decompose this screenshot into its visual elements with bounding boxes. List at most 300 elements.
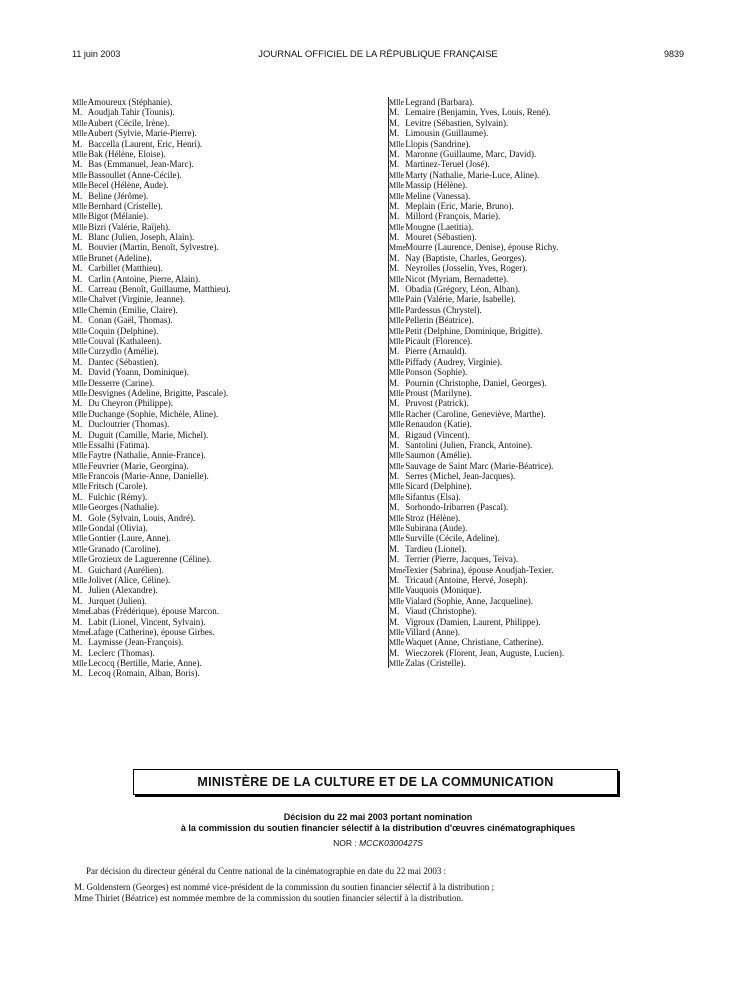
honorific: Mme bbox=[72, 607, 89, 617]
list-item bbox=[72, 637, 372, 647]
person-name: Francois (Marie-Anne, Danielle). bbox=[88, 471, 209, 482]
list-item bbox=[389, 201, 689, 211]
list-item bbox=[72, 170, 372, 180]
person-name: Guichard (Aurélien). bbox=[88, 564, 164, 575]
list-item bbox=[389, 596, 689, 606]
list-item bbox=[389, 211, 689, 221]
list-item bbox=[72, 305, 372, 315]
list-item bbox=[389, 409, 689, 419]
person-name: Pain (Valérie, Marie, Isabelle). bbox=[405, 294, 516, 305]
decision-title-line1: Décision du 22 mai 2003 portant nomination bbox=[283, 812, 473, 822]
list-item bbox=[72, 201, 372, 211]
nor-reference bbox=[72, 838, 684, 848]
person-name: Carlin (Antoine, Pierre, Alain). bbox=[88, 273, 201, 284]
honorific: M. bbox=[72, 263, 83, 274]
honorific: Mlle bbox=[72, 170, 88, 180]
list-item bbox=[389, 139, 689, 149]
list-item bbox=[389, 118, 689, 128]
person-name: Dantec (Sébastien). bbox=[88, 356, 159, 367]
list-item bbox=[389, 481, 689, 491]
person-name: Limousin (Guillaume). bbox=[405, 128, 489, 139]
person-name: Leclerc (Thomas). bbox=[88, 647, 155, 658]
honorific: Mlle bbox=[72, 326, 88, 336]
honorific: Mlle bbox=[389, 139, 405, 149]
list-item bbox=[72, 263, 372, 273]
honorific: Mlle bbox=[72, 222, 88, 232]
person-name: Aubert (Sylvie, Marie-Pierre). bbox=[87, 128, 197, 139]
person-name: Chemin (Emilie, Claire). bbox=[88, 304, 178, 315]
honorific: Mlle bbox=[389, 336, 405, 346]
honorific: M. bbox=[72, 429, 83, 440]
list-item bbox=[389, 617, 689, 627]
person-name: Maronne (Guillaume, Marc, David). bbox=[405, 148, 537, 159]
honorific: Mme bbox=[72, 627, 89, 637]
honorific: Mme bbox=[389, 243, 406, 253]
list-item bbox=[72, 118, 372, 128]
honorific: M. bbox=[72, 190, 83, 201]
person-name: Neyrolles (Josselin, Yves, Roger). bbox=[405, 263, 528, 274]
honorific: Mlle bbox=[389, 451, 405, 461]
honorific: M. bbox=[72, 398, 83, 409]
person-name: Laymisse (Jean-François). bbox=[88, 637, 184, 648]
honorific: Mlle bbox=[389, 316, 405, 326]
person-name: Racher (Caroline, Geneviève, Marthe). bbox=[405, 408, 546, 419]
list-item bbox=[389, 263, 689, 273]
person-name: Levitre (Sébastien, Sylvain). bbox=[405, 117, 509, 128]
list-item bbox=[72, 565, 372, 575]
person-name: Llopis (Sandrine). bbox=[405, 138, 471, 149]
person-name: Gondal (Olivia). bbox=[88, 523, 148, 534]
list-item bbox=[72, 336, 372, 346]
person-name: Essalhi (Fatima). bbox=[88, 439, 150, 450]
list-item bbox=[389, 533, 689, 543]
person-name: Desserre (Carine). bbox=[88, 377, 155, 388]
list-item bbox=[72, 596, 372, 606]
list-item bbox=[72, 222, 372, 232]
person-name: Meplain (Eric, Marie, Bruno). bbox=[405, 200, 514, 211]
person-name: Terrier (Pierre, Jacques, Teiva). bbox=[405, 554, 519, 565]
list-item bbox=[389, 450, 689, 460]
decision-intro: Par décision du directeur général du Centre national de la cinématographie en date du 22 mai 2003 : bbox=[86, 866, 447, 876]
honorific: Mlle bbox=[389, 482, 405, 492]
honorific: Mlle bbox=[72, 98, 88, 107]
honorific: Mlle bbox=[72, 472, 88, 482]
honorific: Mlle bbox=[389, 295, 405, 305]
person-name: Wieczorek (Florent, Jean, Auguste, Lucien). bbox=[405, 647, 565, 658]
list-item bbox=[72, 284, 372, 294]
list-item bbox=[389, 554, 689, 564]
honorific: Mlle bbox=[72, 378, 88, 388]
person-name: Picault (Florence). bbox=[405, 335, 473, 346]
list-item bbox=[72, 128, 372, 138]
list-item bbox=[389, 128, 689, 138]
honorific: M. bbox=[72, 616, 83, 627]
person-name: Renaudon (Katie). bbox=[405, 419, 472, 430]
person-name: David (Yoann, Dominique). bbox=[88, 367, 189, 378]
person-name: Aubert (Cécile, Irène). bbox=[87, 117, 170, 128]
honorific: Mlle bbox=[72, 149, 88, 159]
honorific: Mlle bbox=[72, 118, 88, 128]
person-name: Zalas (Cristelle). bbox=[405, 658, 466, 669]
honorific: M. bbox=[389, 284, 400, 295]
person-name: Surville (Cécile, Adeline). bbox=[405, 533, 500, 544]
list-item bbox=[72, 180, 372, 190]
honorific: Mlle bbox=[72, 659, 88, 669]
honorific: M. bbox=[72, 356, 83, 367]
person-name: Carbillet (Matthieu). bbox=[88, 263, 163, 274]
list-item bbox=[389, 419, 689, 429]
honorific: Mlle bbox=[72, 440, 88, 450]
honorific: Mlle bbox=[389, 181, 405, 191]
list-item bbox=[72, 315, 372, 325]
honorific: Mlle bbox=[72, 534, 88, 544]
honorific: Mlle bbox=[72, 482, 88, 492]
honorific: M. bbox=[72, 491, 83, 502]
list-item bbox=[389, 606, 689, 616]
honorific: M. bbox=[389, 159, 400, 170]
honorific: Mlle bbox=[389, 420, 405, 430]
person-name: Pardessus (Chrystel). bbox=[405, 304, 482, 315]
list-item bbox=[72, 139, 372, 149]
honorific: Mlle bbox=[72, 347, 88, 357]
list-item bbox=[72, 159, 372, 169]
honorific: M. bbox=[72, 585, 83, 596]
person-name: Proust (Marilyne). bbox=[405, 387, 472, 398]
list-item bbox=[389, 430, 689, 440]
person-name: Gole (Sylvain, Louis, André). bbox=[88, 512, 196, 523]
list-item bbox=[72, 461, 372, 471]
honorific: Mlle bbox=[389, 596, 405, 606]
person-name: Du Cheyron (Philippe). bbox=[88, 398, 173, 409]
honorific: Mlle bbox=[389, 534, 405, 544]
honorific: Mlle bbox=[72, 253, 88, 263]
person-name: Bassoullet (Anne-Cécile). bbox=[88, 169, 182, 180]
list-item bbox=[389, 294, 689, 304]
page-number: 9839 bbox=[663, 49, 684, 59]
person-name: Duguit (Camille, Marie, Michel). bbox=[88, 429, 209, 440]
person-name: Tardieu (Lionel). bbox=[405, 543, 467, 554]
person-name: Duchange (Sophie, Michèle, Aline). bbox=[88, 408, 219, 419]
person-name: Bas (Emmanuel, Jean-Marc). bbox=[88, 159, 194, 170]
honorific: Mlle bbox=[389, 586, 405, 596]
list-item bbox=[389, 107, 689, 117]
person-name: Baccella (Laurent, Eric, Henri). bbox=[88, 138, 203, 149]
honorific: M. bbox=[389, 439, 400, 450]
person-name: Jurquet (Julien). bbox=[88, 595, 147, 606]
person-name: Feuvrier (Marie, Georgina). bbox=[88, 460, 189, 471]
person-name: Ponson (Sophie). bbox=[405, 367, 468, 378]
person-name: Bouvier (Martin, Benoît, Sylvestre). bbox=[88, 242, 219, 253]
person-name: Bigot (Mélanie). bbox=[88, 211, 149, 222]
list-item bbox=[72, 294, 372, 304]
honorific: Mlle bbox=[389, 513, 405, 523]
honorific: M. bbox=[72, 315, 83, 326]
honorific: M. bbox=[389, 616, 400, 627]
nor-label: NOR : bbox=[333, 838, 357, 848]
person-name: Rigaud (Vincent). bbox=[405, 429, 470, 440]
person-name: Massip (Hélène). bbox=[405, 180, 468, 191]
decision-title bbox=[72, 812, 684, 834]
honorific: Mlle bbox=[72, 181, 88, 191]
honorific: M. bbox=[389, 429, 400, 440]
honorific: Mlle bbox=[72, 295, 88, 305]
list-item bbox=[389, 585, 689, 595]
list-item bbox=[389, 180, 689, 190]
person-name: Serres (Michel, Jean-Jacques). bbox=[405, 471, 516, 482]
honorific: Mlle bbox=[72, 388, 88, 398]
person-name: Desvignes (Adeline, Brigitte, Pascale). bbox=[88, 387, 229, 398]
honorific: Mlle bbox=[389, 305, 405, 315]
honorific: M. bbox=[389, 346, 400, 357]
list-item bbox=[72, 419, 372, 429]
honorific: Mlle bbox=[389, 409, 405, 419]
list-item bbox=[389, 253, 689, 263]
list-item bbox=[72, 378, 372, 388]
person-name: Legrand (Barbara). bbox=[405, 97, 475, 107]
list-item bbox=[72, 554, 372, 564]
honorific: Mlle bbox=[72, 461, 88, 471]
honorific: Mlle bbox=[72, 212, 88, 222]
honorific: Mlle bbox=[389, 357, 405, 367]
list-item bbox=[389, 637, 689, 647]
honorific: Mlle bbox=[389, 524, 405, 534]
list-item bbox=[389, 388, 689, 398]
honorific: Mlle bbox=[389, 98, 405, 107]
list-item bbox=[72, 398, 372, 408]
honorific: Mlle bbox=[72, 409, 88, 419]
list-item bbox=[389, 170, 689, 180]
honorific: M. bbox=[72, 637, 83, 648]
person-name: Fritsch (Carole). bbox=[88, 481, 148, 492]
list-item bbox=[389, 326, 689, 336]
page-header bbox=[72, 49, 684, 63]
honorific: M. bbox=[389, 117, 400, 128]
decision-body bbox=[74, 866, 686, 904]
person-name: Lafage (Catherine), épouse Girbes. bbox=[88, 626, 215, 637]
list-item bbox=[72, 274, 372, 284]
list-item bbox=[389, 159, 689, 169]
honorific: M. bbox=[72, 564, 83, 575]
person-name: Coquin (Delphine). bbox=[88, 325, 159, 336]
honorific: Mlle bbox=[72, 336, 88, 346]
list-item bbox=[389, 502, 689, 512]
person-name: Texier (Sabrina), épouse Aoudjah-Texier. bbox=[405, 564, 554, 575]
list-item bbox=[389, 149, 689, 159]
person-name: Pruvost (Patrick). bbox=[405, 398, 469, 409]
list-item bbox=[389, 575, 689, 585]
person-name: Waquet (Anne, Christiane, Catherine). bbox=[405, 637, 544, 648]
list-item bbox=[389, 471, 689, 481]
person-name: Faytre (Nathalie, Annie-France). bbox=[88, 450, 206, 461]
person-name: Marty (Nathalie, Marie-Luce, Aline). bbox=[405, 169, 540, 180]
list-item bbox=[389, 378, 689, 388]
name-list-left bbox=[72, 97, 372, 679]
person-name: Bak (Hélène, Eloise). bbox=[88, 148, 166, 159]
list-item bbox=[72, 430, 372, 440]
list-item bbox=[389, 284, 689, 294]
honorific: Mlle bbox=[72, 555, 88, 565]
list-item bbox=[72, 107, 372, 117]
list-item bbox=[389, 305, 689, 315]
person-name: Brunet (Adeline). bbox=[88, 252, 152, 263]
honorific: Mlle bbox=[389, 638, 405, 648]
list-item bbox=[389, 346, 689, 356]
list-item bbox=[72, 523, 372, 533]
honorific: M. bbox=[389, 606, 400, 617]
honorific: Mlle bbox=[72, 201, 88, 211]
list-item bbox=[389, 357, 689, 367]
person-name: Pournin (Christophe, Daniel, Georges). bbox=[405, 377, 547, 388]
header-date: 11 juin 2003 bbox=[72, 49, 121, 59]
person-name: Sicard (Delphine). bbox=[405, 481, 472, 492]
honorific: M. bbox=[72, 159, 83, 170]
person-name: Vauquois (Monique). bbox=[405, 585, 482, 596]
person-name: Amoureux (Stéphanie). bbox=[87, 97, 173, 107]
list-item bbox=[72, 211, 372, 221]
person-name: Santolini (Julien, Franck, Antoine). bbox=[405, 439, 533, 450]
list-item bbox=[389, 627, 689, 637]
list-item bbox=[72, 242, 372, 252]
person-name: Aoudjah Tahir (Tounis). bbox=[87, 107, 175, 118]
list-item bbox=[72, 149, 372, 159]
honorific: Mlle bbox=[389, 461, 405, 471]
list-item bbox=[72, 668, 372, 678]
list-item bbox=[389, 315, 689, 325]
list-item bbox=[389, 232, 689, 242]
person-name: Millord (François, Marie). bbox=[405, 211, 501, 222]
list-item bbox=[389, 565, 689, 575]
person-name: Labit (Lionel, Vincent, Sylvain). bbox=[88, 616, 206, 627]
list-item bbox=[389, 544, 689, 554]
decision-paragraph-2: Mme Thiriet (Béatrice) est nommée membre de la commission du soutien financier sélectif à la distribution. bbox=[74, 893, 464, 903]
honorific: Mlle bbox=[389, 388, 405, 398]
honorific: M. bbox=[389, 471, 400, 482]
person-name: Stroz (Hélène). bbox=[405, 512, 461, 523]
list-item bbox=[72, 253, 372, 263]
honorific: M. bbox=[72, 242, 83, 253]
honorific: Mlle bbox=[72, 544, 88, 554]
person-name: Grozieux de Laguerenne (Céline). bbox=[88, 554, 212, 565]
person-name: Sifantus (Elsa). bbox=[405, 491, 461, 502]
list-item bbox=[389, 461, 689, 471]
honorific: Mlle bbox=[389, 368, 405, 378]
person-name: Obadia (Grégory, Léon, Alban). bbox=[405, 284, 521, 295]
honorific: M. bbox=[389, 107, 400, 118]
list-item bbox=[72, 544, 372, 554]
honorific: Mlle bbox=[389, 492, 405, 502]
person-name: Carreau (Benoît, Guillaume, Matthieu). bbox=[88, 284, 231, 295]
honorific: Mlle bbox=[389, 326, 405, 336]
person-name: Fulchic (Rémy). bbox=[88, 491, 148, 502]
person-name: Bernhard (Cristelle). bbox=[88, 200, 163, 211]
list-item bbox=[389, 648, 689, 658]
list-item bbox=[72, 191, 372, 201]
person-name: Nicot (Myriam, Bernadette). bbox=[405, 273, 509, 284]
honorific: M. bbox=[389, 647, 400, 658]
person-name: Vigroux (Damien, Laurent, Philippe). bbox=[405, 616, 541, 627]
person-name: Beline (Jérôme). bbox=[88, 190, 149, 201]
person-name: Subirana (Aude). bbox=[405, 523, 468, 534]
honorific: Mlle bbox=[72, 451, 88, 461]
journal-title: JOURNAL OFFICIEL DE LA RÉPUBLIQUE FRANÇAISE bbox=[258, 49, 498, 60]
name-list-right bbox=[388, 97, 689, 668]
person-name: Bizri (Valérie, Raïjeh). bbox=[88, 221, 171, 232]
person-name: Couval (Kathaleen). bbox=[88, 335, 162, 346]
list-item bbox=[72, 471, 372, 481]
list-item bbox=[72, 326, 372, 336]
person-name: Piffady (Audrey, Virginie). bbox=[405, 356, 503, 367]
person-name: Tricaud (Antoine, Hervé, Joseph). bbox=[405, 574, 528, 585]
list-item bbox=[72, 450, 372, 460]
honorific: M. bbox=[72, 284, 83, 295]
honorific: Mlle bbox=[389, 191, 405, 201]
list-item bbox=[389, 336, 689, 346]
decision-title-line2: à la commission du soutien financier sélectif à la distribution d'œuvres cinématographiques bbox=[180, 823, 576, 833]
honorific: M. bbox=[389, 377, 400, 388]
honorific: Mlle bbox=[72, 305, 88, 315]
person-name: Lecocq (Bertille, Marie, Anne). bbox=[88, 658, 202, 669]
person-name: Pellerin (Béatrice). bbox=[405, 315, 474, 326]
honorific: Mme bbox=[389, 565, 406, 575]
honorific: M. bbox=[389, 574, 400, 585]
person-name: Viaud (Christophe). bbox=[405, 606, 477, 617]
person-name: Mourre (Laurence, Denise), épouse Richy. bbox=[405, 242, 559, 253]
honorific: M. bbox=[389, 232, 400, 243]
honorific: Mlle bbox=[389, 659, 405, 669]
list-item bbox=[72, 97, 372, 107]
list-item bbox=[72, 627, 372, 637]
honorific: M. bbox=[72, 138, 83, 149]
honorific: M. bbox=[72, 595, 83, 606]
person-name: Chalvet (Virginie, Jeanne). bbox=[88, 294, 186, 305]
person-name: Meline (Vanessa). bbox=[405, 190, 471, 201]
honorific: M. bbox=[389, 148, 400, 159]
person-name: Curzydlo (Amélie). bbox=[88, 346, 159, 357]
honorific: M. bbox=[389, 502, 400, 513]
list-item bbox=[72, 502, 372, 512]
list-item bbox=[389, 242, 689, 252]
honorific: Mlle bbox=[389, 222, 405, 232]
list-item bbox=[72, 575, 372, 585]
person-name: Vialard (Sophie, Anne, Jacqueline). bbox=[405, 595, 534, 606]
list-item bbox=[389, 513, 689, 523]
list-item bbox=[72, 658, 372, 668]
honorific: Mlle bbox=[72, 503, 88, 513]
honorific: M. bbox=[389, 252, 400, 263]
list-item bbox=[72, 232, 372, 242]
honorific: M. bbox=[389, 128, 400, 139]
person-name: Jolivet (Alice, Céline). bbox=[88, 574, 171, 585]
person-name: Labas (Frédérique), épouse Marcon. bbox=[88, 606, 219, 617]
list-item bbox=[389, 97, 689, 107]
person-name: Pierre (Arnauld). bbox=[405, 346, 467, 357]
list-item bbox=[389, 492, 689, 502]
person-name: Mouret (Sébastien). bbox=[405, 232, 477, 243]
honorific: M. bbox=[72, 419, 83, 430]
person-name: Villard (Anne). bbox=[405, 626, 461, 637]
honorific: M. bbox=[389, 554, 400, 565]
honorific: M. bbox=[72, 273, 83, 284]
list-item bbox=[72, 585, 372, 595]
honorific: M. bbox=[72, 367, 83, 378]
list-item bbox=[389, 367, 689, 377]
list-item bbox=[389, 191, 689, 201]
list-item bbox=[72, 357, 372, 367]
honorific: M. bbox=[389, 211, 400, 222]
person-name: Lemaire (Benjamin, Yves, Louis, René). bbox=[405, 107, 551, 118]
person-name: Petit (Delphine, Dominique, Brigitte). bbox=[405, 325, 543, 336]
list-item bbox=[72, 606, 372, 616]
